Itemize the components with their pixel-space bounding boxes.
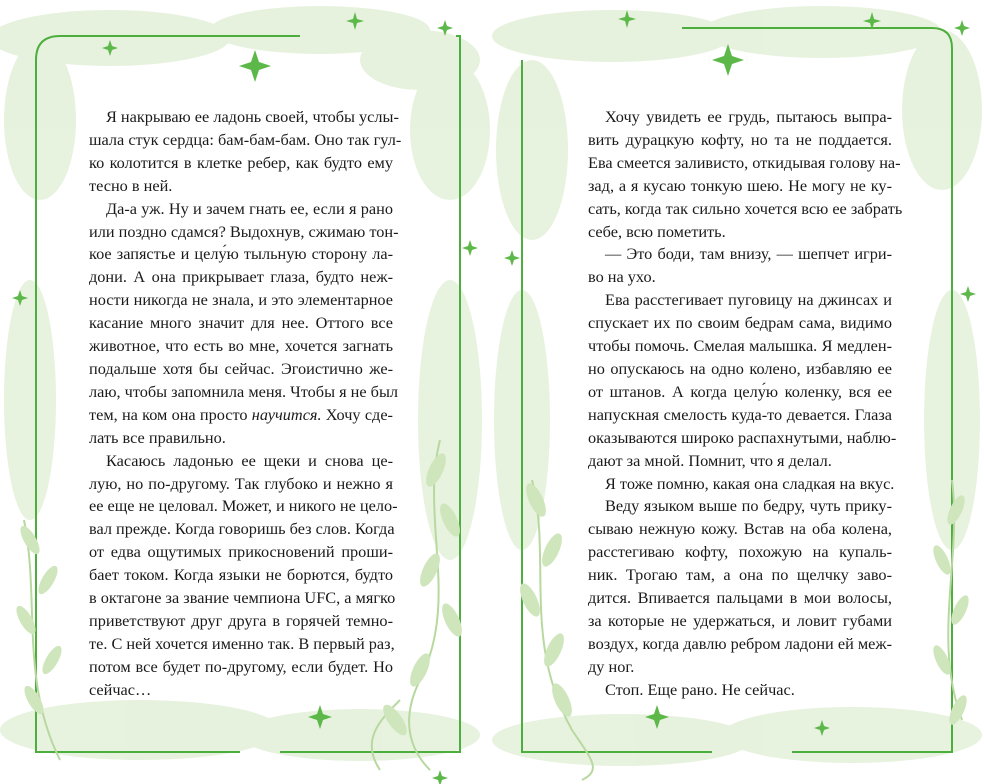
right-page-line: чтобы помочь. Смелая малышка. Я медлен- bbox=[588, 336, 892, 356]
left-page-line: Касаюсь ладонью ее щеки и снова це- bbox=[106, 450, 393, 470]
left-page-line: подальше хотя бы сейчас. Эгоистично же- bbox=[89, 358, 393, 378]
italic-emphasis: научится. bbox=[251, 404, 322, 424]
right-page-line: дится. Впивается пальцами в мои волосы, bbox=[588, 588, 892, 608]
left-page-line: дони. А она прикрывает глаза, будто неж- bbox=[89, 267, 393, 287]
right-page-line: но опускаюсь на одно колено, избавляю ее bbox=[588, 358, 892, 378]
left-page-line: шала стук сердца: бам-бам-бам. Оно так гул- bbox=[89, 129, 402, 149]
right-page-text bbox=[588, 106, 903, 702]
text-run: Хочу сде- bbox=[321, 404, 393, 424]
left-page-line: ее еще не целовал. Может, и никого не цело- bbox=[89, 496, 398, 516]
right-page-line: ник. Трогаю там, а она по щелчку заво- bbox=[588, 565, 892, 585]
right-page-line: от штанов. А когда целу́ю коленку, вся ее bbox=[588, 381, 892, 401]
right-page bbox=[492, 0, 984, 784]
left-page-line: сейчас… bbox=[89, 679, 152, 699]
left-page-line: лую, но по-другому. Так глубоко и нежно я bbox=[89, 473, 393, 493]
left-page-line bbox=[89, 404, 393, 427]
left-page-line: от едва ощутимых прикосновений проши- bbox=[89, 542, 393, 562]
left-page-line: Я накрываю ее ладонь своей, чтобы услы- bbox=[106, 107, 399, 126]
left-page-line: потом все будет по-другому, если будет. Но bbox=[89, 656, 393, 676]
right-page-line: вить дурацкую кофту, но та не поддается. bbox=[588, 129, 892, 149]
left-page-line: в октагоне за звание чемпиона UFC, а мягко bbox=[89, 588, 396, 608]
right-page-line: Веду языком выше по бедру, чуть прику- bbox=[605, 496, 892, 516]
left-page-line: ко колотится в клетке ребер, как будто ему bbox=[89, 152, 393, 172]
left-page-text bbox=[89, 106, 402, 702]
right-page-line: дают за мной. Помнит, что я делал. bbox=[588, 450, 832, 470]
left-page-line: тесно в ней. bbox=[89, 175, 173, 195]
left-page-line: лаю, чтобы запомнила меня. Чтобы я не был bbox=[89, 381, 399, 401]
right-page-line: Ева смеется заливисто, откидывая голову на- bbox=[588, 152, 901, 172]
right-page-line: Ева расстегивает пуговицу на джинсах и bbox=[605, 290, 892, 310]
left-page-line: лать все правильно. bbox=[89, 427, 226, 447]
left-page-line: Да-а уж. Ну и зачем гнать ее, если я рано bbox=[106, 198, 393, 218]
right-page-line: спускает их по своим бедрам сама, видимо bbox=[588, 313, 892, 333]
left-page-line: касание много значит для нее. Оттого все bbox=[89, 313, 393, 333]
text-run: тем, на ком она просто bbox=[89, 404, 252, 424]
left-page-line: те. С ней хочется именно так. В первый раз, bbox=[89, 633, 395, 653]
left-page-line: ности никогда не знала, и это элементарное bbox=[89, 290, 393, 310]
right-page-line: за которые не удержаться, и ловит губами bbox=[588, 610, 892, 630]
right-page-line: расстегиваю кофту, похожую на купаль- bbox=[588, 542, 892, 562]
right-page-line: Стоп. Еще рано. Не сейчас. bbox=[605, 679, 795, 699]
right-page-line: во на ухо. bbox=[588, 267, 656, 287]
right-page-line: сать, когда так сильно хочется всю ее забрать bbox=[588, 198, 903, 218]
left-page-line: кое запястье и целу́ю тыльную сторону ла- bbox=[89, 244, 393, 264]
right-page-line: ду ног. bbox=[588, 656, 635, 676]
right-page-line: воздух, когда давлю ребром ладони ей меж- bbox=[588, 633, 893, 653]
right-page-line: зад, а я кусаю тонкую шею. Не могу не ку- bbox=[588, 175, 892, 195]
left-page-line: приветствуют друг друга в горячей темно- bbox=[89, 610, 393, 630]
left-page-line: вал прежде. Когда говоришь без слов. Когда bbox=[89, 519, 395, 539]
right-page-line: Хочу увидеть ее грудь, пытаюсь выпра- bbox=[605, 107, 892, 126]
right-page-line: Я тоже помню, какая она сладкая на вкус. bbox=[605, 473, 895, 493]
right-page-line: напускная смелость куда-то девается. Глаза bbox=[588, 404, 892, 424]
right-page-line: оказываются широко распахнутыми, наблю- bbox=[588, 427, 897, 447]
left-page-line: животное, что есть во мне, хочется загнать bbox=[89, 336, 393, 356]
right-page-line: себе, всю пометить. bbox=[588, 221, 726, 241]
left-page-line: бает током. Когда языки не борются, будто bbox=[89, 565, 393, 585]
left-page-line: или поздно сдамся? Выдохнув, сжимаю тон- bbox=[89, 221, 399, 241]
right-page-line: — Это боди, там внизу, — шепчет игри- bbox=[605, 244, 892, 264]
right-page-line: сываю нежную кожу. Встав на оба колена, bbox=[588, 519, 892, 539]
